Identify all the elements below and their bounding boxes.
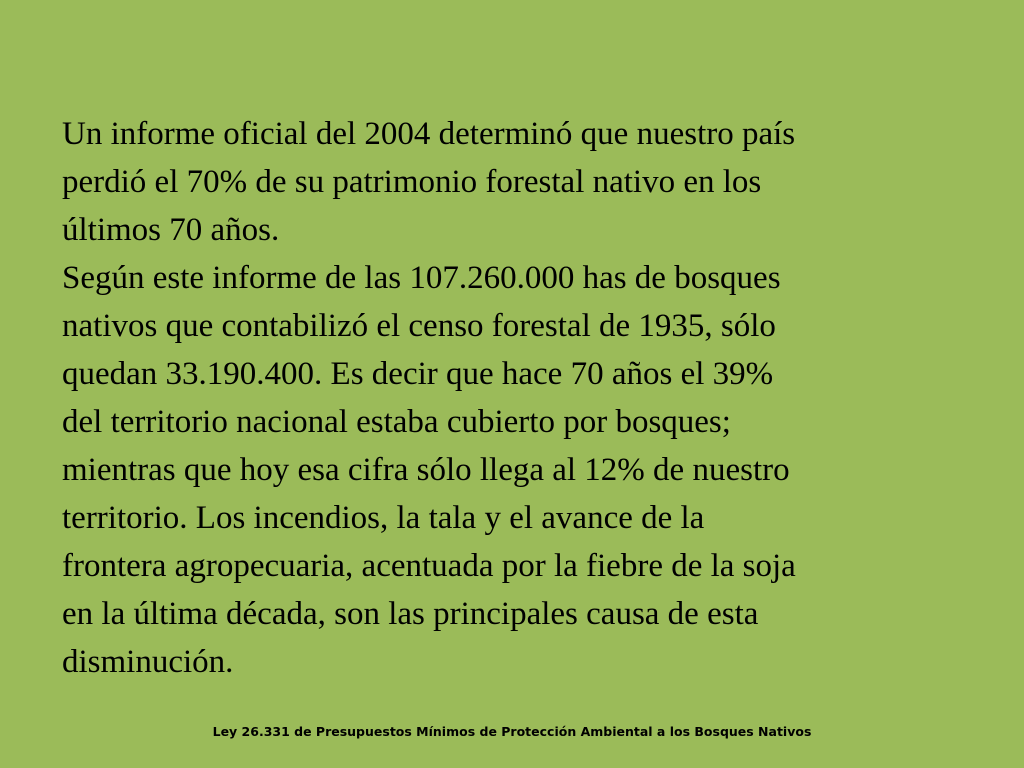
text-line: últimos 70 años. xyxy=(62,212,280,248)
text-line: del territorio nacional estaba cubierto por bosques; xyxy=(62,404,731,440)
text-line: frontera agropecuaria, acentuada por la fiebre de la soja xyxy=(62,548,796,584)
text-line: perdió el 70% de su patrimonio forestal nativo en los xyxy=(62,164,762,200)
text-line: disminución. xyxy=(62,644,234,680)
text-line: mientras que hoy esa cifra sólo llega al 12% de nuestro xyxy=(62,452,790,488)
text-line: territorio. Los incendios, la tala y el avance de la xyxy=(62,500,705,536)
slide-body-text xyxy=(62,110,962,686)
slide-footer: Ley 26.331 de Presupuestos Mínimos de Protección Ambiental a los Bosques Nativos xyxy=(212,724,812,739)
text-line: nativos que contabilizó el censo forestal de 1935, sólo xyxy=(62,308,776,344)
paragraph-informe-oficial xyxy=(62,110,962,254)
paragraph-segun-informe xyxy=(62,254,962,686)
text-line: Según este informe de las 107.260.000 has de bosques xyxy=(62,260,781,296)
text-line: quedan 33.190.400. Es decir que hace 70 años el 39% xyxy=(62,356,774,392)
text-line: en la última década, son las principales causa de esta xyxy=(62,596,759,632)
text-line: Un informe oficial del 2004 determinó que nuestro país xyxy=(62,116,796,152)
